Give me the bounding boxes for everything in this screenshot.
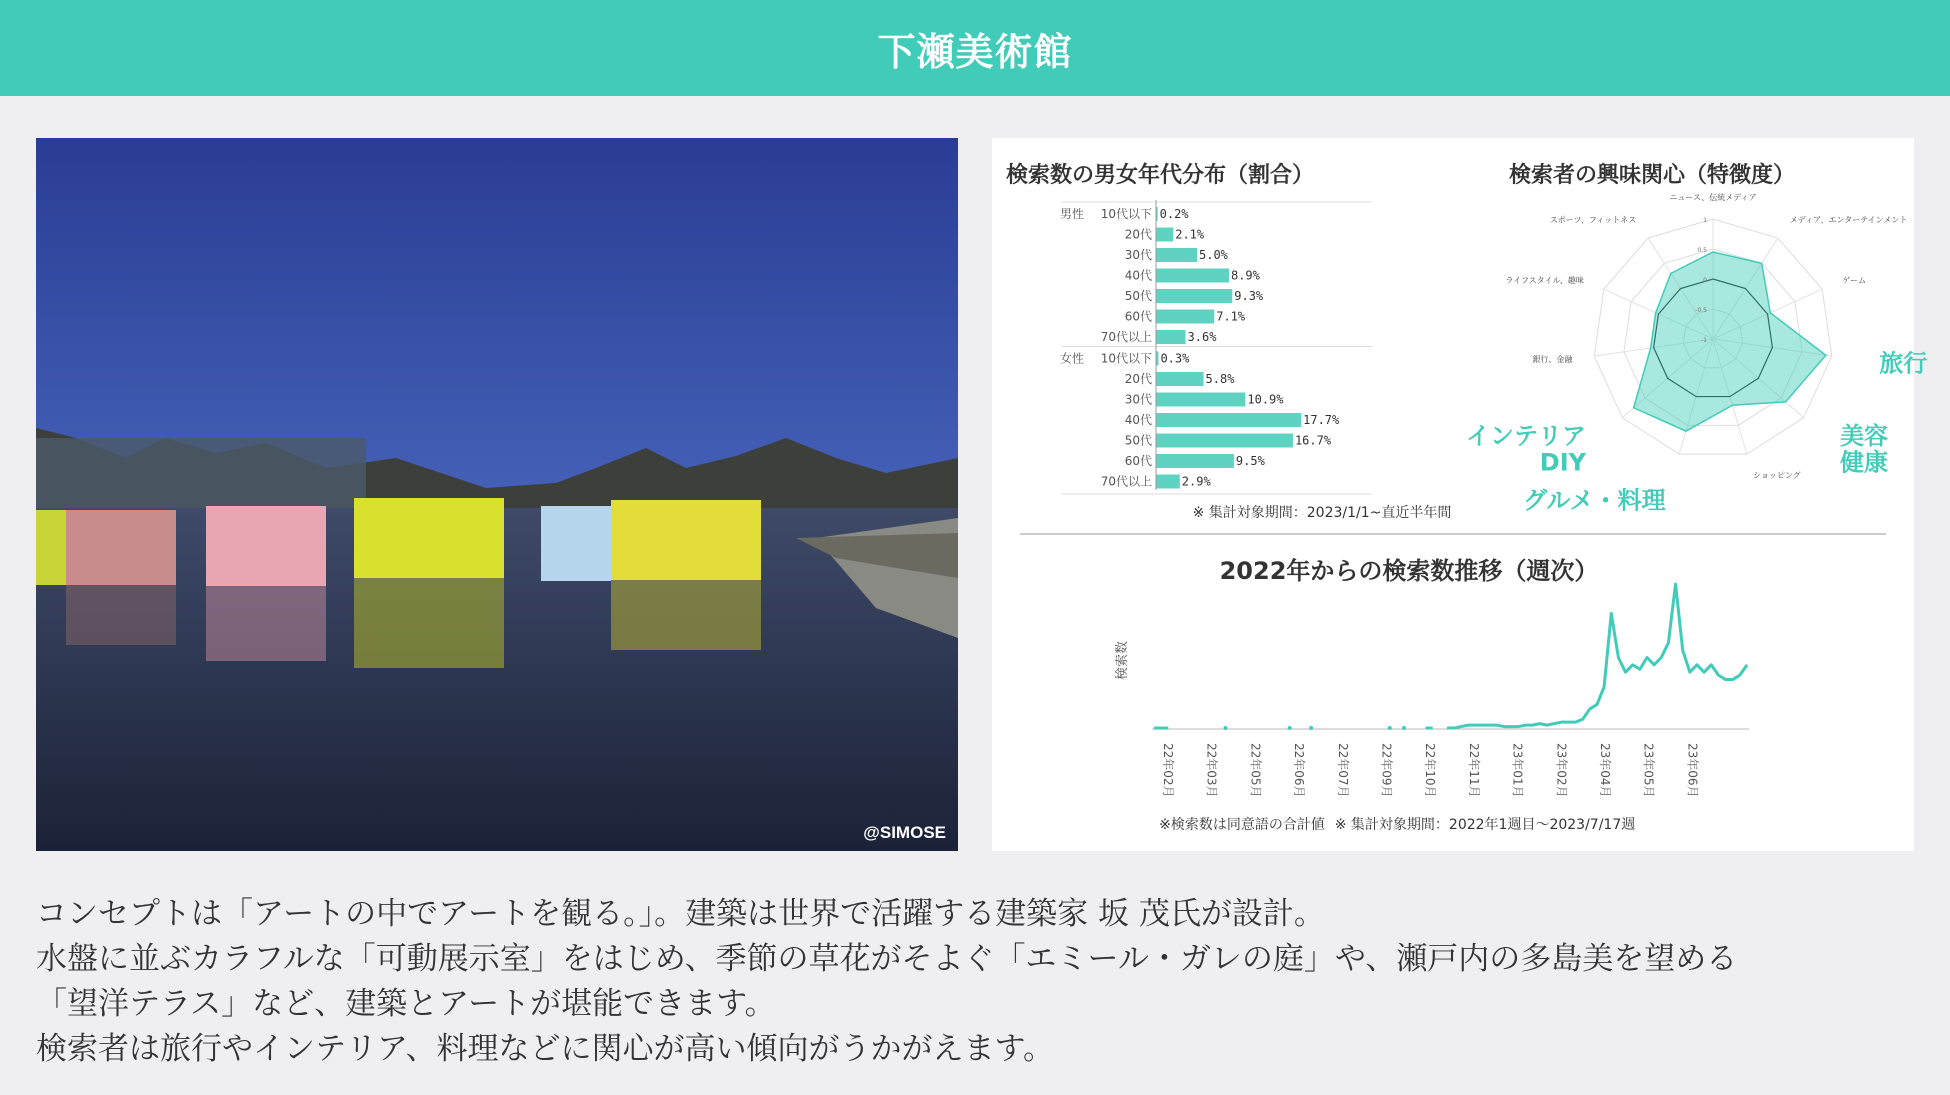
bar-group-label: 男性 bbox=[1059, 207, 1084, 221]
bar bbox=[1156, 372, 1204, 386]
bar-value-label: 5.0% bbox=[1199, 248, 1228, 262]
photo-credit: @SIMOSE bbox=[863, 823, 946, 842]
radar-axis-label: ゲーム bbox=[1842, 275, 1867, 285]
line-chart-tick-label: 23年06月 bbox=[1685, 743, 1700, 798]
line-point bbox=[1388, 726, 1392, 730]
bar-category-label: 70代以上 bbox=[1100, 330, 1152, 344]
bar bbox=[1156, 289, 1232, 303]
bar-value-label: 3.6% bbox=[1187, 330, 1217, 344]
radar-area bbox=[1634, 252, 1826, 431]
radar-axis-label: ニュース、伝統メディア bbox=[1669, 192, 1757, 202]
line-chart-tick-label: 22年07月 bbox=[1335, 743, 1350, 798]
bar-category-label: 60代 bbox=[1124, 454, 1152, 468]
bar-category-label: 30代 bbox=[1124, 248, 1152, 262]
bar-category-label: 40代 bbox=[1124, 268, 1152, 283]
bar-category-label: 50代 bbox=[1124, 289, 1152, 303]
line-chart-note: ※検索数は同意語の合計値 bbox=[1159, 817, 1325, 833]
bar-value-label: 2.1% bbox=[1175, 227, 1205, 242]
line-chart-tick-label: 22年02月 bbox=[1161, 743, 1175, 798]
line-chart-note: ※ 集計対象期間：2022年1週目〜2023/7/17週 bbox=[1334, 817, 1636, 833]
radar-axis-label: グルメ・料理 bbox=[1523, 486, 1666, 515]
bar bbox=[1156, 310, 1214, 324]
bar-value-label: 2.9% bbox=[1181, 474, 1211, 489]
line-chart-tick-label: 22年03月 bbox=[1204, 743, 1219, 798]
bar-category-label: 50代 bbox=[1124, 433, 1152, 448]
radar-axis-label: 旅行 bbox=[1879, 349, 1928, 378]
bar-value-label: 0.2% bbox=[1159, 207, 1189, 221]
description-line: 「望洋テラス」など、建築とアートが堪能できます。 bbox=[36, 986, 776, 1022]
radar-axis-label: DIY bbox=[1539, 448, 1587, 477]
line-point bbox=[1402, 726, 1406, 730]
analytics-panel bbox=[992, 138, 1928, 851]
line-chart-tick-label: 22年10月 bbox=[1423, 743, 1438, 798]
radar-axis-label: スポーツ、フィットネス bbox=[1549, 215, 1637, 225]
radar-axis-label: ライフスタイル、趣味 bbox=[1505, 275, 1584, 285]
radar-axis-label: 健康 bbox=[1839, 448, 1888, 477]
radar-axis-label: 銀行、金融 bbox=[1532, 355, 1573, 365]
bar-value-label: 0.3% bbox=[1160, 351, 1190, 366]
bar bbox=[1156, 434, 1293, 448]
bar-category-label: 20代 bbox=[1124, 372, 1152, 386]
bar-value-label: 5.8% bbox=[1205, 372, 1235, 386]
analytics-charts bbox=[992, 138, 1928, 851]
bar-value-label: 10.9% bbox=[1247, 392, 1284, 407]
bar-value-label: 9.3% bbox=[1234, 289, 1264, 303]
bar bbox=[1156, 393, 1245, 407]
radar-axis-label: インテリア bbox=[1466, 422, 1587, 451]
line-point bbox=[1309, 726, 1313, 730]
line-chart-tick-label: 22年09月 bbox=[1379, 743, 1394, 798]
line-series bbox=[1447, 584, 1747, 728]
bar-category-label: 60代 bbox=[1124, 309, 1152, 324]
museum-photo bbox=[36, 138, 958, 851]
line-chart-tick-label: 22年05月 bbox=[1248, 743, 1263, 798]
line-chart-tick-label: 22年06月 bbox=[1292, 743, 1307, 798]
radar-scale-label: 1 bbox=[1703, 217, 1707, 224]
line-chart-tick-label: 23年02月 bbox=[1554, 743, 1569, 798]
bar-category-label: 30代 bbox=[1124, 392, 1152, 407]
bar-value-label: 7.1% bbox=[1216, 309, 1246, 324]
line-point bbox=[1223, 726, 1227, 730]
radar-scale-label: -0.5 bbox=[1695, 307, 1707, 314]
bar-value-label: 16.7% bbox=[1294, 433, 1332, 448]
radar-scale-label: 0.5 bbox=[1697, 247, 1707, 254]
bar-category-label: 10代以下 bbox=[1100, 207, 1152, 221]
description-line: コンセプトは「アートの中でアートを観る。」。建築は世界で活躍する建築家 坂 茂氏が設計。 bbox=[36, 896, 1325, 932]
description-line: 検索者は旅行やインテリア、料理などに関心が高い傾向がうかがえます。 bbox=[36, 1031, 1055, 1067]
bar-value-label: 17.7% bbox=[1303, 413, 1340, 427]
page-header bbox=[0, 0, 1950, 96]
radar-axis-label: ショッピング bbox=[1753, 471, 1801, 481]
radar-scale-label: -1 bbox=[1701, 337, 1707, 344]
line-point bbox=[1288, 726, 1292, 730]
radar-chart-title: 検索者の興味関心（特徴度） bbox=[1508, 163, 1796, 188]
bar-category-label: 20代 bbox=[1124, 227, 1152, 242]
bar-value-label: 8.9% bbox=[1230, 268, 1260, 283]
line-chart-ylabel: 検索数 bbox=[1115, 640, 1130, 681]
bar-value-label: 9.5% bbox=[1235, 454, 1265, 468]
bar-chart-note: ※ 集計対象期間：2023/1/1~直近半年間 bbox=[1192, 505, 1452, 521]
line-chart-tick-label: 22年11月 bbox=[1466, 743, 1481, 798]
bar bbox=[1156, 269, 1229, 283]
description-text bbox=[36, 892, 1916, 1072]
radar-scale-label: 0 bbox=[1703, 277, 1707, 284]
bar-category-label: 10代以下 bbox=[1100, 351, 1152, 366]
bar bbox=[1156, 228, 1173, 242]
bar-group-label: 女性 bbox=[1059, 351, 1084, 366]
radar-axis-label: 美容 bbox=[1839, 422, 1888, 451]
bar bbox=[1156, 475, 1180, 489]
bar-category-label: 40代 bbox=[1124, 413, 1152, 427]
bar bbox=[1156, 330, 1186, 344]
description-line: 水盤に並ぶカラフルな「可動展示室」をはじめ、季節の草花がそよぐ「エミール・ガレの庭」や、瀬戸内の多島美を望める bbox=[36, 941, 1738, 977]
bar bbox=[1156, 248, 1197, 262]
radar-axis-label: メディア、エンターテインメント bbox=[1789, 215, 1908, 225]
bar-chart-title: 検索数の男女年代分布（割合） bbox=[1005, 163, 1315, 188]
line-chart-tick-label: 23年05月 bbox=[1641, 743, 1656, 798]
museum-illustration bbox=[36, 138, 958, 851]
line-chart-tick-label: 23年01月 bbox=[1510, 743, 1525, 798]
bar bbox=[1156, 454, 1234, 468]
bar-category-label: 70代以上 bbox=[1100, 474, 1152, 489]
line-chart-tick-label: 23年04月 bbox=[1598, 743, 1612, 798]
page-title: 下瀬美術館 bbox=[877, 29, 1073, 74]
line-chart-title: 2022年からの検索数推移（週次） bbox=[1219, 557, 1599, 585]
bar bbox=[1156, 413, 1301, 427]
